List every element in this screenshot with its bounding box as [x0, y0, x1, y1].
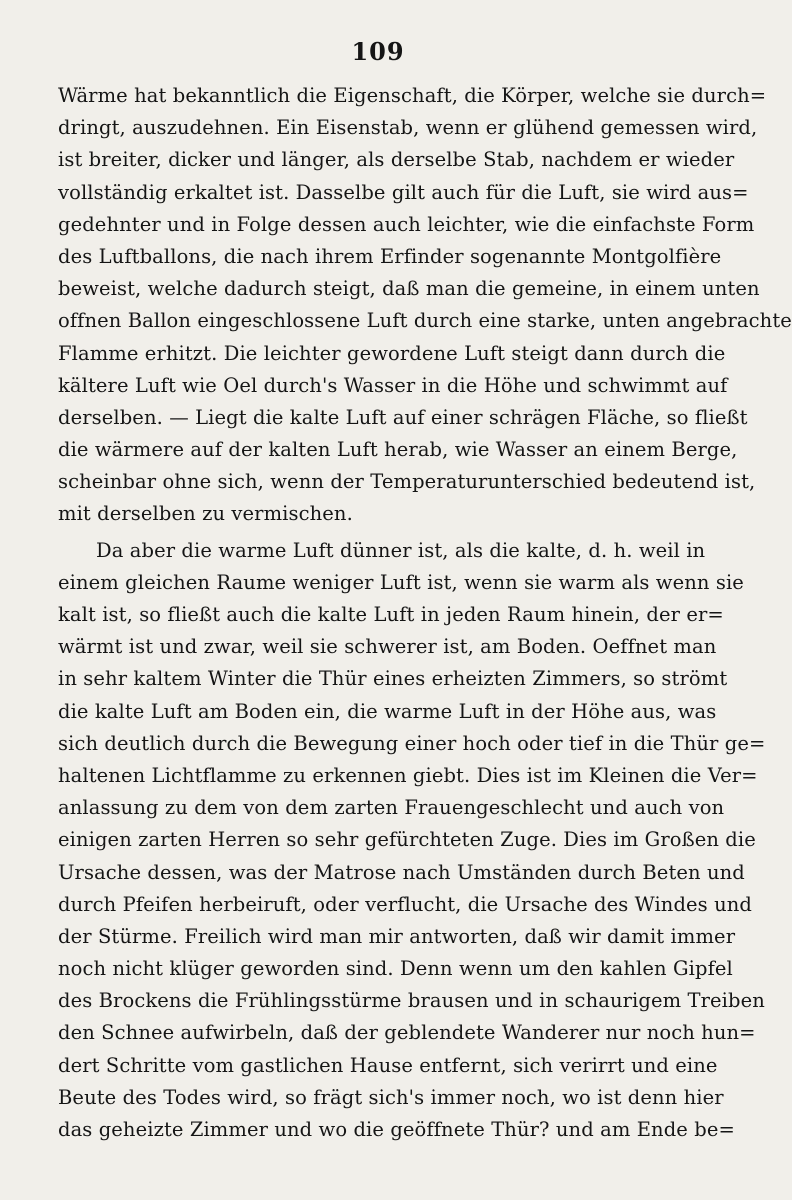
- paragraph: [58, 535, 766, 1147]
- text-line: kalt ist, so fließt auch die kalte Luft in jeden Raum hinein, der er=: [58, 603, 724, 626]
- text-line: in sehr kaltem Winter die Thür eines erheizten Zimmers, so strömt: [58, 667, 728, 691]
- text-line: kältere Luft wie Oel durch's Wasser in die Höhe und schwimmt auf: [58, 373, 728, 397]
- text-line: die kalte Luft am Boden ein, die warme Luft in der Höhe aus, was: [58, 699, 717, 723]
- text-line: durch Pfeifen herbeiruft, oder verflucht, die Ursache des Windes und: [58, 892, 752, 916]
- text-line: derselben. — Liegt die kalte Luft auf einer schrägen Fläche, so fließt: [58, 405, 748, 429]
- text-line: gedehnter und in Folge dessen auch leichter, wie die einfachste Form: [58, 212, 755, 236]
- text-line: Flamme erhitzt. Die leichter gewordene Luft steigt dann durch die: [58, 341, 726, 365]
- text-line: Beute des Todes wird, so frägt sich's immer noch, wo ist denn hier: [58, 1085, 724, 1109]
- text-line: die wärmere auf der kalten Luft herab, wie Wasser an einem Berge,: [58, 438, 738, 462]
- text-line: den Schnee aufwirbeln, daß der geblendete Wanderer nur noch hun=: [58, 1021, 756, 1045]
- text-line: haltenen Lichtflamme zu erkennen giebt. Dies ist im Kleinen die Ver=: [58, 763, 758, 787]
- text-line: vollständig erkaltet ist. Dasselbe gilt auch für die Luft, sie wird aus=: [58, 180, 749, 204]
- text-line: wärmt ist und zwar, weil sie schwerer ist, am Boden. Oeffnet man: [58, 635, 717, 659]
- text-line: einem gleichen Raume weniger Luft ist, wenn sie warm als wenn sie: [58, 570, 744, 594]
- text-line: einigen zarten Herren so sehr gefürchteten Zuge. Dies im Großen die: [58, 828, 756, 852]
- text-line: anlassung zu dem von dem zarten Frauengeschlecht und auch von: [58, 796, 725, 820]
- text-line: des Luftballons, die nach ihrem Erfinder sogenannte Montgolfière: [58, 244, 722, 268]
- text-line: beweist, welche dadurch steigt, daß man die gemeine, in einem unten: [58, 277, 760, 301]
- page-number: 109: [351, 37, 405, 66]
- text-line: mit derselben zu vermischen.: [58, 502, 353, 526]
- text-line: noch nicht klüger geworden sind. Denn wenn um den kahlen Gipfel: [58, 957, 733, 981]
- text-line: Da aber die warme Luft dünner ist, als die kalte, d. h. weil in: [96, 538, 706, 562]
- text-line: dert Schritte vom gastlichen Hause entfernt, sich verirrt und eine: [58, 1053, 718, 1077]
- text-line: das geheizte Zimmer und wo die geöffnete Thür? und am Ende be=: [58, 1118, 735, 1141]
- text-line: offnen Ballon eingeschlossene Luft durch eine starke, unten angebrachte: [58, 309, 792, 333]
- text-line: sich deutlich durch die Bewegung einer hoch oder tief in die Thür ge=: [58, 731, 766, 755]
- text-line: scheinbar ohne sich, wenn der Temperaturunterschied bedeutend ist,: [58, 470, 756, 494]
- text-line: dringt, auszudehnen. Ein Eisenstab, wenn er glühend gemessen wird,: [58, 116, 758, 140]
- body-text: [58, 80, 792, 1146]
- text-line: des Brockens die Frühlingsstürme brausen und in schaurigem Treiben: [58, 989, 765, 1013]
- text-line: ist breiter, dicker und länger, als derselbe Stab, nachdem er wieder: [58, 148, 735, 172]
- text-line: der Stürme. Freilich wird man mir antworten, daß wir damit immer: [58, 924, 736, 948]
- text-line: Wärme hat bekanntlich die Eigenschaft, die Körper, welche sie durch=: [58, 84, 767, 107]
- text-line: Ursache dessen, was der Matrose nach Umständen durch Beten und: [58, 860, 745, 884]
- paragraph: [58, 80, 792, 531]
